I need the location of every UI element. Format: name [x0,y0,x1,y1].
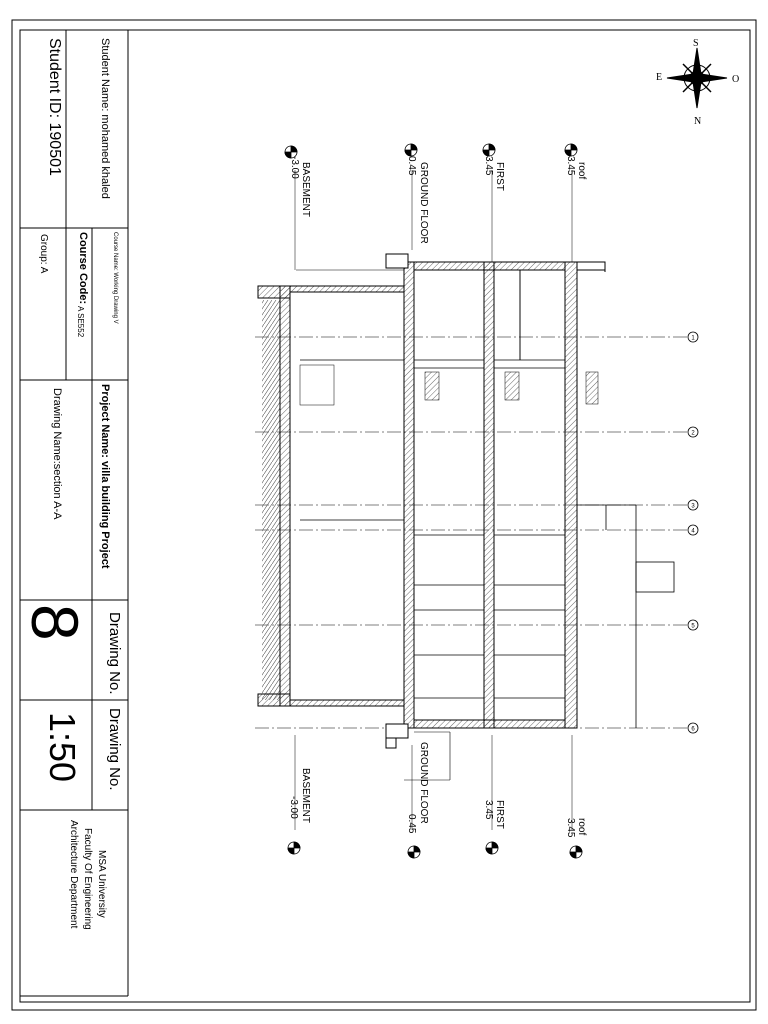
level-value-basement-top: -3.00 [289,156,300,179]
level-value-roof-top: 3.45 [565,156,576,176]
level-name-first-top: FIRST [494,162,505,191]
group: Group: A [38,234,49,274]
grid-axis-label-6: 6 [691,726,695,733]
building-section [258,254,674,780]
scale-label: Drawing No. [106,708,123,791]
level-name-roof-top: roof [576,162,587,180]
institution-line-1: MSA University [96,850,107,918]
student-id: Student ID: 190501 [46,38,63,176]
grid-axis-label-3: 3 [691,503,695,510]
course-code-value: A SE552 [76,306,85,338]
scale-value: 1:50 [42,712,83,783]
institution-line-2: Faculty Of Engineering [82,828,93,930]
grid-axis-label-5: 5 [691,623,695,630]
level-value-ground-bottom: 0.45 [406,814,417,834]
level-value-roof-bottom: 3.45 [565,818,576,838]
grid-axis-label-2: 2 [691,430,695,437]
level-markers [285,144,582,858]
inner-border [20,30,750,1002]
level-name-basement-top: BASEMENT [300,162,311,218]
grid-axis-lines [255,337,688,728]
level-name-first-bottom: FIRST [494,800,505,829]
outer-border [12,20,756,1010]
level-name-ground-bottom: GROUND FLOOR [418,742,429,824]
course-name: Course Name: Working Drawing V [112,232,118,324]
level-value-first-bottom: 3.45 [483,800,494,820]
course-code-label: Course Code: [77,232,89,305]
project-name: Project Name: villa building Project [99,384,111,569]
compass-rose [667,48,727,108]
drawing-no-label: Drawing No. [106,612,123,695]
level-value-basement-bottom: -3.00 [288,796,299,819]
level-name-ground-top: GROUND FLOOR [418,162,429,244]
drawing-no-value: 8 [18,604,92,641]
compass-label-bottom: N [694,116,702,127]
compass-label-right: O [732,74,740,85]
student-name: Student Name: mohamed khaled [99,38,111,199]
compass-label-top: S [693,38,699,49]
compass-label-left: E [656,72,663,83]
level-value-ground-top: 0.45 [406,156,417,176]
level-name-basement-bottom: BASEMENT [300,768,311,824]
grid-axis-label-1: 1 [691,335,695,342]
institution-line-3: Architecture Department [68,820,79,929]
level-name-roof-bottom: roof [576,818,587,836]
grid-axis-label-4: 4 [691,528,695,535]
level-value-first-top: 3.45 [483,156,494,176]
drawing-name: Drawing Name:section A-A [51,388,63,520]
